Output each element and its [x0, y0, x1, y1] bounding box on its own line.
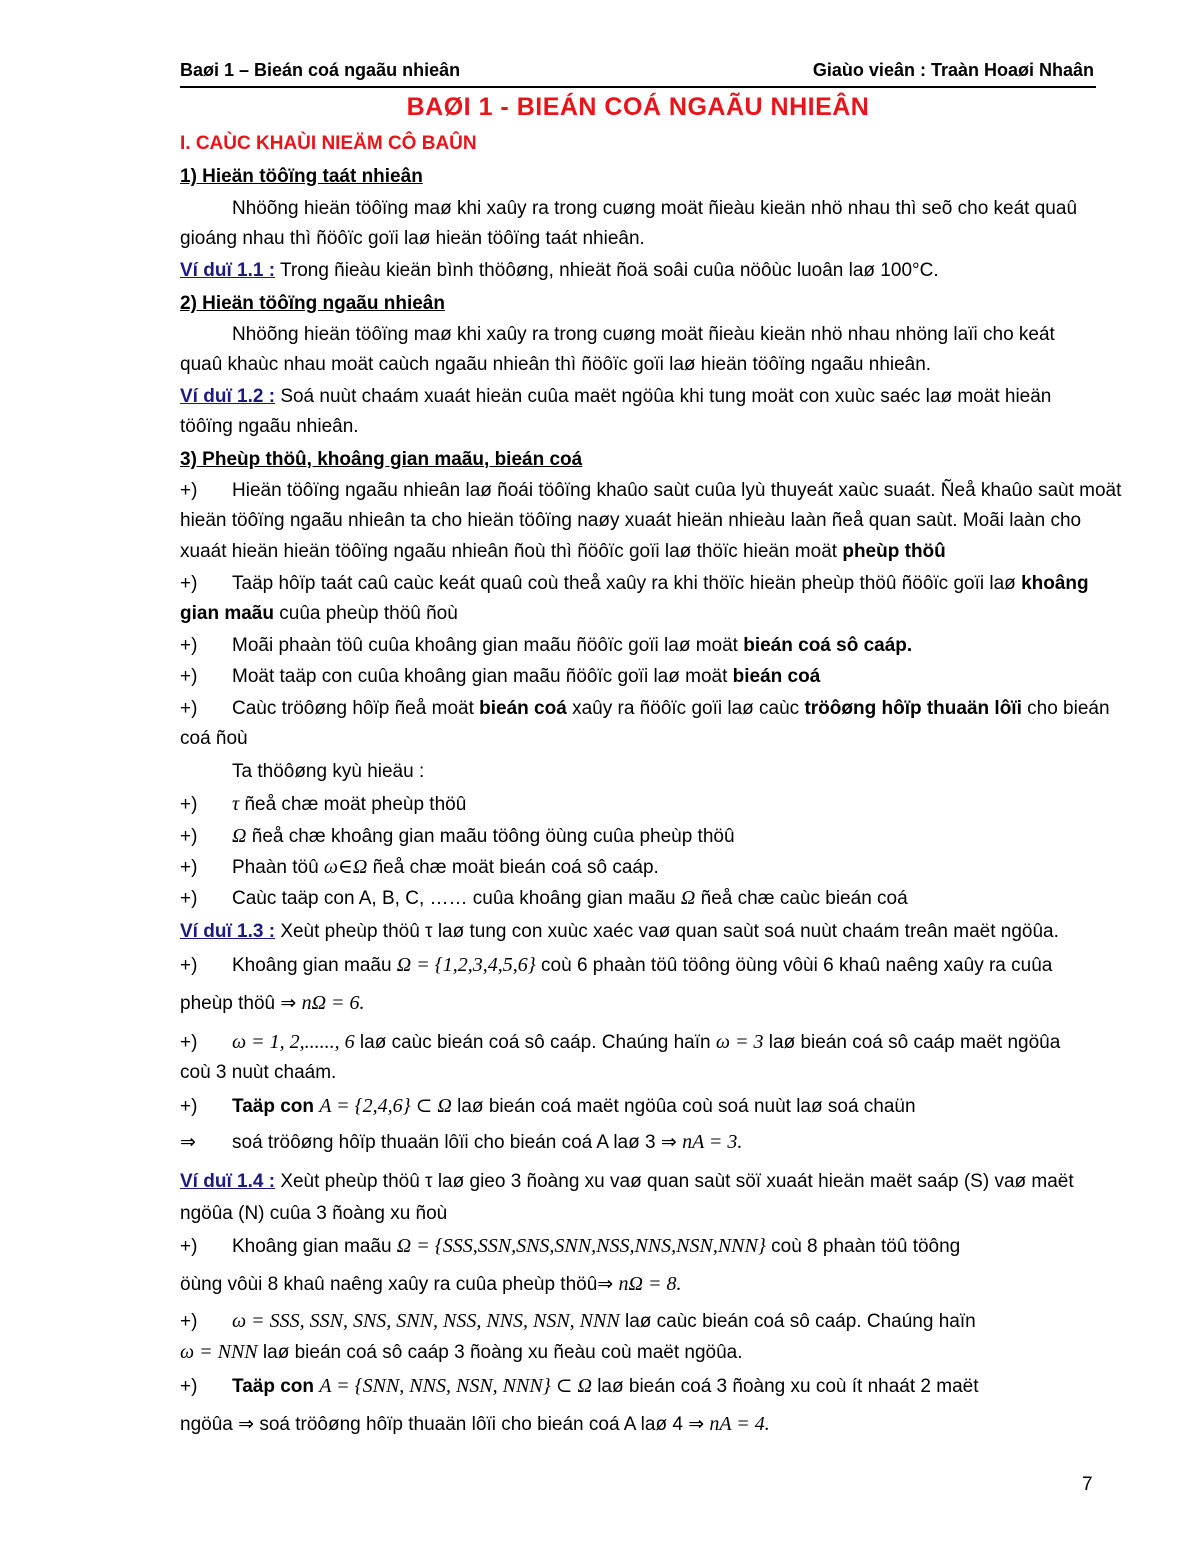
paragraph-line: gioáng nhau thì ñöôïc goïi laø hieän töôïng taát nhieân. [180, 228, 645, 249]
example-line: Ví duï 1.4 : Xeùt pheùp thöû τ laø gieo 3 ñoàng xu vaø quan saùt söï xuaát hieän maët saáp (S) vaø maët [180, 1171, 1074, 1192]
paragraph-line: ω = NNN laø bieán coá sô caáp 3 ñoàng xu ñeàu coù maët ngöûa. [180, 1341, 743, 1363]
bullet-line: +) Moät taäp con cuûa khoâng gian maãu ñöôïc goïi laø moät bieán coá [180, 666, 821, 687]
paragraph-line: ngöûa (N) cuûa 3 ñoàng xu ñoù [180, 1203, 448, 1224]
example-label: Ví duï 1.4 : [180, 1171, 276, 1192]
bullet-line: +) ω = SSS, SSN, SNS, SNN, NSS, NNS, NSN, NNN laø caùc bieán coá sô caáp. Chaúng haïn [180, 1310, 976, 1332]
page-number: 7 [1082, 1474, 1093, 1495]
bullet-line: +) Caùc taäp con A, B, C, …… cuûa khoâng gian maãu Ω ñeå chæ caùc bieán coá [180, 887, 908, 909]
paragraph-line: Ta thöôøng kyù hieäu : [232, 761, 425, 782]
bullet-line: +) Taäp hôïp taát caû caùc keát quaû coù theå xaûy ra khi thöïc hieän pheùp thöû ñöôïc goïi laø khoâng [180, 573, 1089, 594]
bullet-line: +) Khoâng gian maãu Ω = {SSS,SSN,SNS,SNN,NSS,NNS,NSN,NNN} coù 8 phaàn töû töông [180, 1235, 961, 1257]
tau-symbol: τ [232, 793, 240, 815]
bullet-line: +) Moãi phaàn töû cuûa khoâng gian maãu ñöôïc goïi laø moät bieán coá sô caáp. [180, 635, 913, 656]
header-teacher-name: Giaùo vieân : Traàn Hoaøi Nhaân [812, 60, 1094, 80]
example-label: Ví duï 1.2 : [180, 386, 276, 407]
paragraph-line: Nhöõng hieän töôïng maø khi xaûy ra trong cuøng moät ñieàu kieän nhö nhau nhöng laïi cho keát [232, 324, 1055, 345]
paragraph-line: gian maãu cuûa pheùp thöû ñoù [180, 603, 458, 624]
example-line: Ví duï 1.2 : Soá nuùt chaám xuaát hieän cuûa maët ngöûa khi tung moät con xuùc saéc laø moät hieän [180, 386, 1052, 407]
example-label: Ví duï 1.3 : [180, 921, 276, 942]
subsection-heading-2: 2) Hieän töôïng ngaãu nhieân [180, 293, 445, 314]
paragraph-line: coù 3 nuùt chaám. [180, 1062, 337, 1083]
lesson-title: BAØI 1 - BIEÁN COÁ NGAÃU NHIEÂN [406, 93, 870, 121]
example-line: Ví duï 1.1 : Trong ñieàu kieän bình thöôøng, nhieät ñoä soâi cuûa nöôùc luoân laø 100°C. [180, 260, 939, 281]
subsection-heading-3: 3) Pheùp thöû, khoâng gian maãu, bieán coá [180, 449, 583, 470]
bullet-line: +) Ω ñeå chæ khoâng gian maãu töông öùng cuûa pheùp thöû [180, 825, 735, 847]
bullet-line: +) Taäp con A = {SNN, NNS, NSN, NNN} ⊂ Ω laø bieán coá 3 ñoàng xu coù ít nhaát 2 maët [180, 1375, 979, 1397]
bullet-line: +) Phaàn töû ω∈Ω ñeå chæ moät bieán coá sô caáp. [180, 856, 659, 878]
paragraph-line: Nhöõng hieän töôïng maø khi xaûy ra trong cuøng moät ñieàu kieän nhö nhau thì seõ cho keát quaû [232, 198, 1078, 219]
paragraph-line: hieän töôïng ngaãu nhieân ta cho hieän töôïng naøy xuaát hieän nhieàu laàn ñeå quan saùt. Moãi laàn cho [180, 510, 1082, 531]
example-line: Ví duï 1.3 : Xeùt pheùp thöû τ laø tung con xuùc xaéc vaø quan saùt soá nuùt chaám treân maët ngöûa. [180, 921, 1059, 942]
bullet-line: +) ω = 1, 2,......, 6 laø caùc bieán coá sô caáp. Chaúng haïn ω = 3 laø bieán coá sô caáp maët ngöûa [180, 1031, 1061, 1053]
section-heading: I. CAÙC KHAÙI NIEÄM CÔ BAÛN [180, 133, 477, 154]
paragraph-line: ngöûa ⇒ soá tröôøng hôïp thuaän lôïi cho bieán coá A laø 4 ⇒ nA = 4. [180, 1413, 770, 1435]
bullet-line: +) Hieän töôïng ngaãu nhieân laø ñoái töôïng khaûo saùt cuûa lyù thuyeát xaùc suaát. Ñeå khaûo saùt moät [180, 480, 1122, 501]
paragraph-line: coá ñoù [180, 728, 248, 749]
paragraph-line: pheùp thöû ⇒ nΩ = 6. [180, 992, 365, 1014]
bullet-line: +) τ ñeå chæ moät pheùp thöû [180, 793, 467, 815]
omega-symbol: Ω [232, 825, 247, 847]
bullet-line: +) Taäp con A = {2,4,6} ⊂ Ω laø bieán coá maët ngöûa coù soá nuùt laø soá chaün [180, 1095, 916, 1117]
example-label: Ví duï 1.1 : [180, 260, 276, 281]
header-lesson-title: Baøi 1 – Bieán coá ngaãu nhieân [180, 60, 461, 80]
paragraph-line: töôïng ngaãu nhieân. [180, 416, 359, 437]
bullet-line: +) Khoâng gian maãu Ω = {1,2,3,4,5,6} coù 6 phaàn töû töông öùng vôùi 6 khaû naêng xaûy ra cuûa [180, 954, 1053, 976]
paragraph-line: quaû khaùc nhau moät caùch ngaãu nhieân thì ñöôïc goïi laø hieän töôïng ngaãu nhieân. [180, 354, 932, 375]
subsection-heading-1: 1) Hieän töôïng taát nhieân [180, 166, 423, 187]
page-header [180, 60, 1096, 88]
bullet-line: +) Caùc tröôøng hôïp ñeå moät bieán coá xaûy ra ñöôïc goïi laø caùc tröôøng hôïp thuaän lôïi cho bieán [180, 698, 1110, 719]
paragraph-line: öùng vôùi 8 khaû naêng xaûy ra cuûa pheùp thöû⇒ nΩ = 8. [180, 1273, 682, 1295]
paragraph-line: ⇒ soá tröôøng hôïp thuaän lôïi cho bieán coá A laø 3 ⇒ nA = 3. [180, 1131, 743, 1153]
paragraph-line: xuaát hieän hieän töôïng ngaãu nhieân ñoù thì ñöôïc goïi laø thöïc hieän moät pheùp thöû [180, 541, 946, 562]
